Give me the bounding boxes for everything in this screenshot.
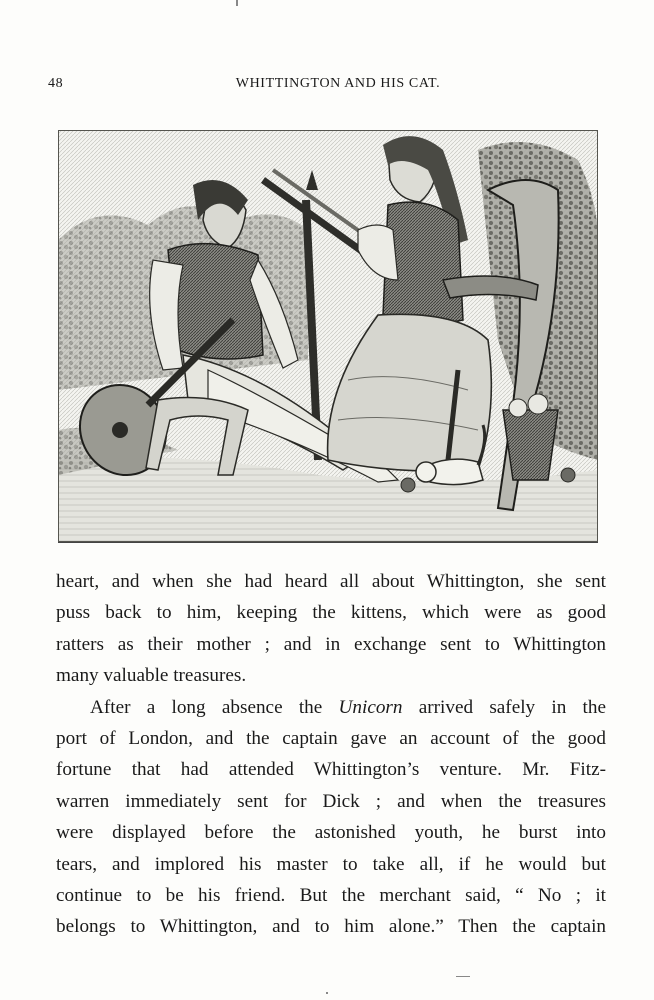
- text-segment: After a long absence the: [90, 696, 339, 718]
- ship-name: Unicorn: [338, 696, 403, 718]
- text-line: puss back to him, keeping the kittens, which were as good: [56, 602, 606, 624]
- running-title: WHITTINGTON AND HIS CAT.: [235, 76, 441, 91]
- text-line: port of London, and the captain gave an account of the good: [56, 728, 606, 750]
- text-line: fortune that had attended Whittington’s venture. Mr. Fitz-: [56, 759, 606, 781]
- page-number: 48: [48, 76, 64, 91]
- body-text: [56, 566, 606, 943]
- text-line: warren immediately sent for Dick ; and when the treasures: [56, 790, 606, 812]
- engraving-image: [58, 130, 598, 542]
- text-line-with-ship-name: [56, 692, 606, 723]
- print-speck: [456, 976, 470, 977]
- text-line: tears, and implored his master to take all, if he would but: [56, 853, 606, 875]
- print-speck: [236, 0, 238, 6]
- text-line: belongs to Whittington, and to him alone.” Then the captain: [56, 916, 606, 938]
- text-line: many valuable treasures.: [56, 665, 247, 687]
- print-speck: [326, 992, 328, 994]
- engraving-illustration: [58, 130, 598, 543]
- text-line: continue to be his friend. But the merchant said, “ No ; it: [56, 885, 606, 907]
- page-header: [48, 76, 608, 98]
- text-line: were displayed before the astonished youth, he burst into: [56, 822, 606, 844]
- text-segment: arrived safely in the: [402, 696, 606, 718]
- text-line: heart, and when she had heard all about Whittington, she sent: [56, 571, 606, 592]
- text-line: ratters as their mother ; and in exchange sent to Whittington: [56, 633, 606, 655]
